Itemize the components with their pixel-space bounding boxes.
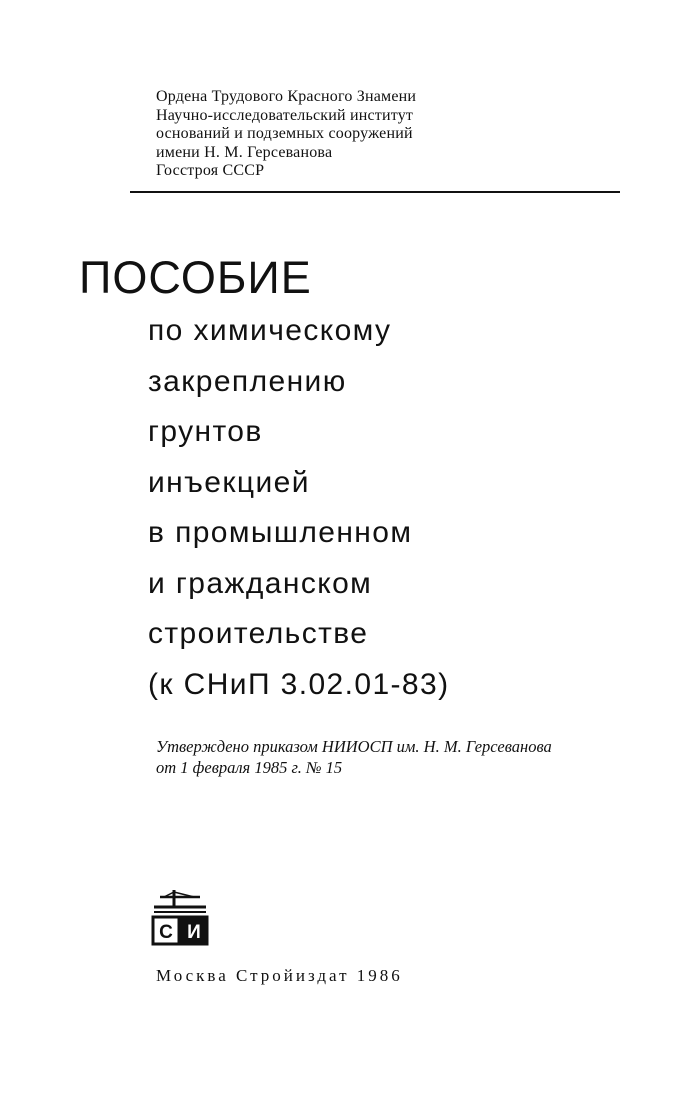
organization-line: имени Н. М. Герсеванова <box>156 143 333 161</box>
crane-glyph <box>154 890 206 912</box>
subtitle-line: в промышленном <box>148 516 413 549</box>
subtitle-line: и гражданском <box>148 566 373 600</box>
subtitle-line: инъекцией <box>148 465 310 499</box>
organization-line: Научно-исследовательский институт <box>156 106 414 124</box>
stroyizdat-logo-icon <box>150 888 210 946</box>
subtitle-line: по химическому <box>148 314 392 347</box>
subtitle-line: грунтов <box>148 415 263 448</box>
subtitle-line: закреплению <box>148 364 347 398</box>
organization-block <box>156 88 486 181</box>
logo-letter-s: С <box>159 922 173 943</box>
approval-line: Утверждено приказом НИИОСП им. Н. М. Герсеванова <box>156 737 552 756</box>
approval-line: от 1 февраля 1985 г. № 15 <box>156 758 343 777</box>
subtitle-line: строительстве <box>148 617 369 650</box>
subtitle-line: (к СНиП 3.02.01-83) <box>148 667 450 701</box>
organization-line: Ордена Трудового Красного Знамени <box>156 88 417 105</box>
document-title: ПОСОБИЕ <box>79 252 312 303</box>
organization-line: оснований и подземных сооружений <box>156 125 413 142</box>
publisher-imprint: Москва Стройиздат 1986 <box>156 966 403 985</box>
horizontal-rule <box>130 191 620 193</box>
subtitle-block <box>148 306 449 710</box>
approval-block <box>156 736 552 778</box>
organization-line: Госстроя СССР <box>156 162 265 179</box>
logo-letter-i: И <box>187 922 201 943</box>
